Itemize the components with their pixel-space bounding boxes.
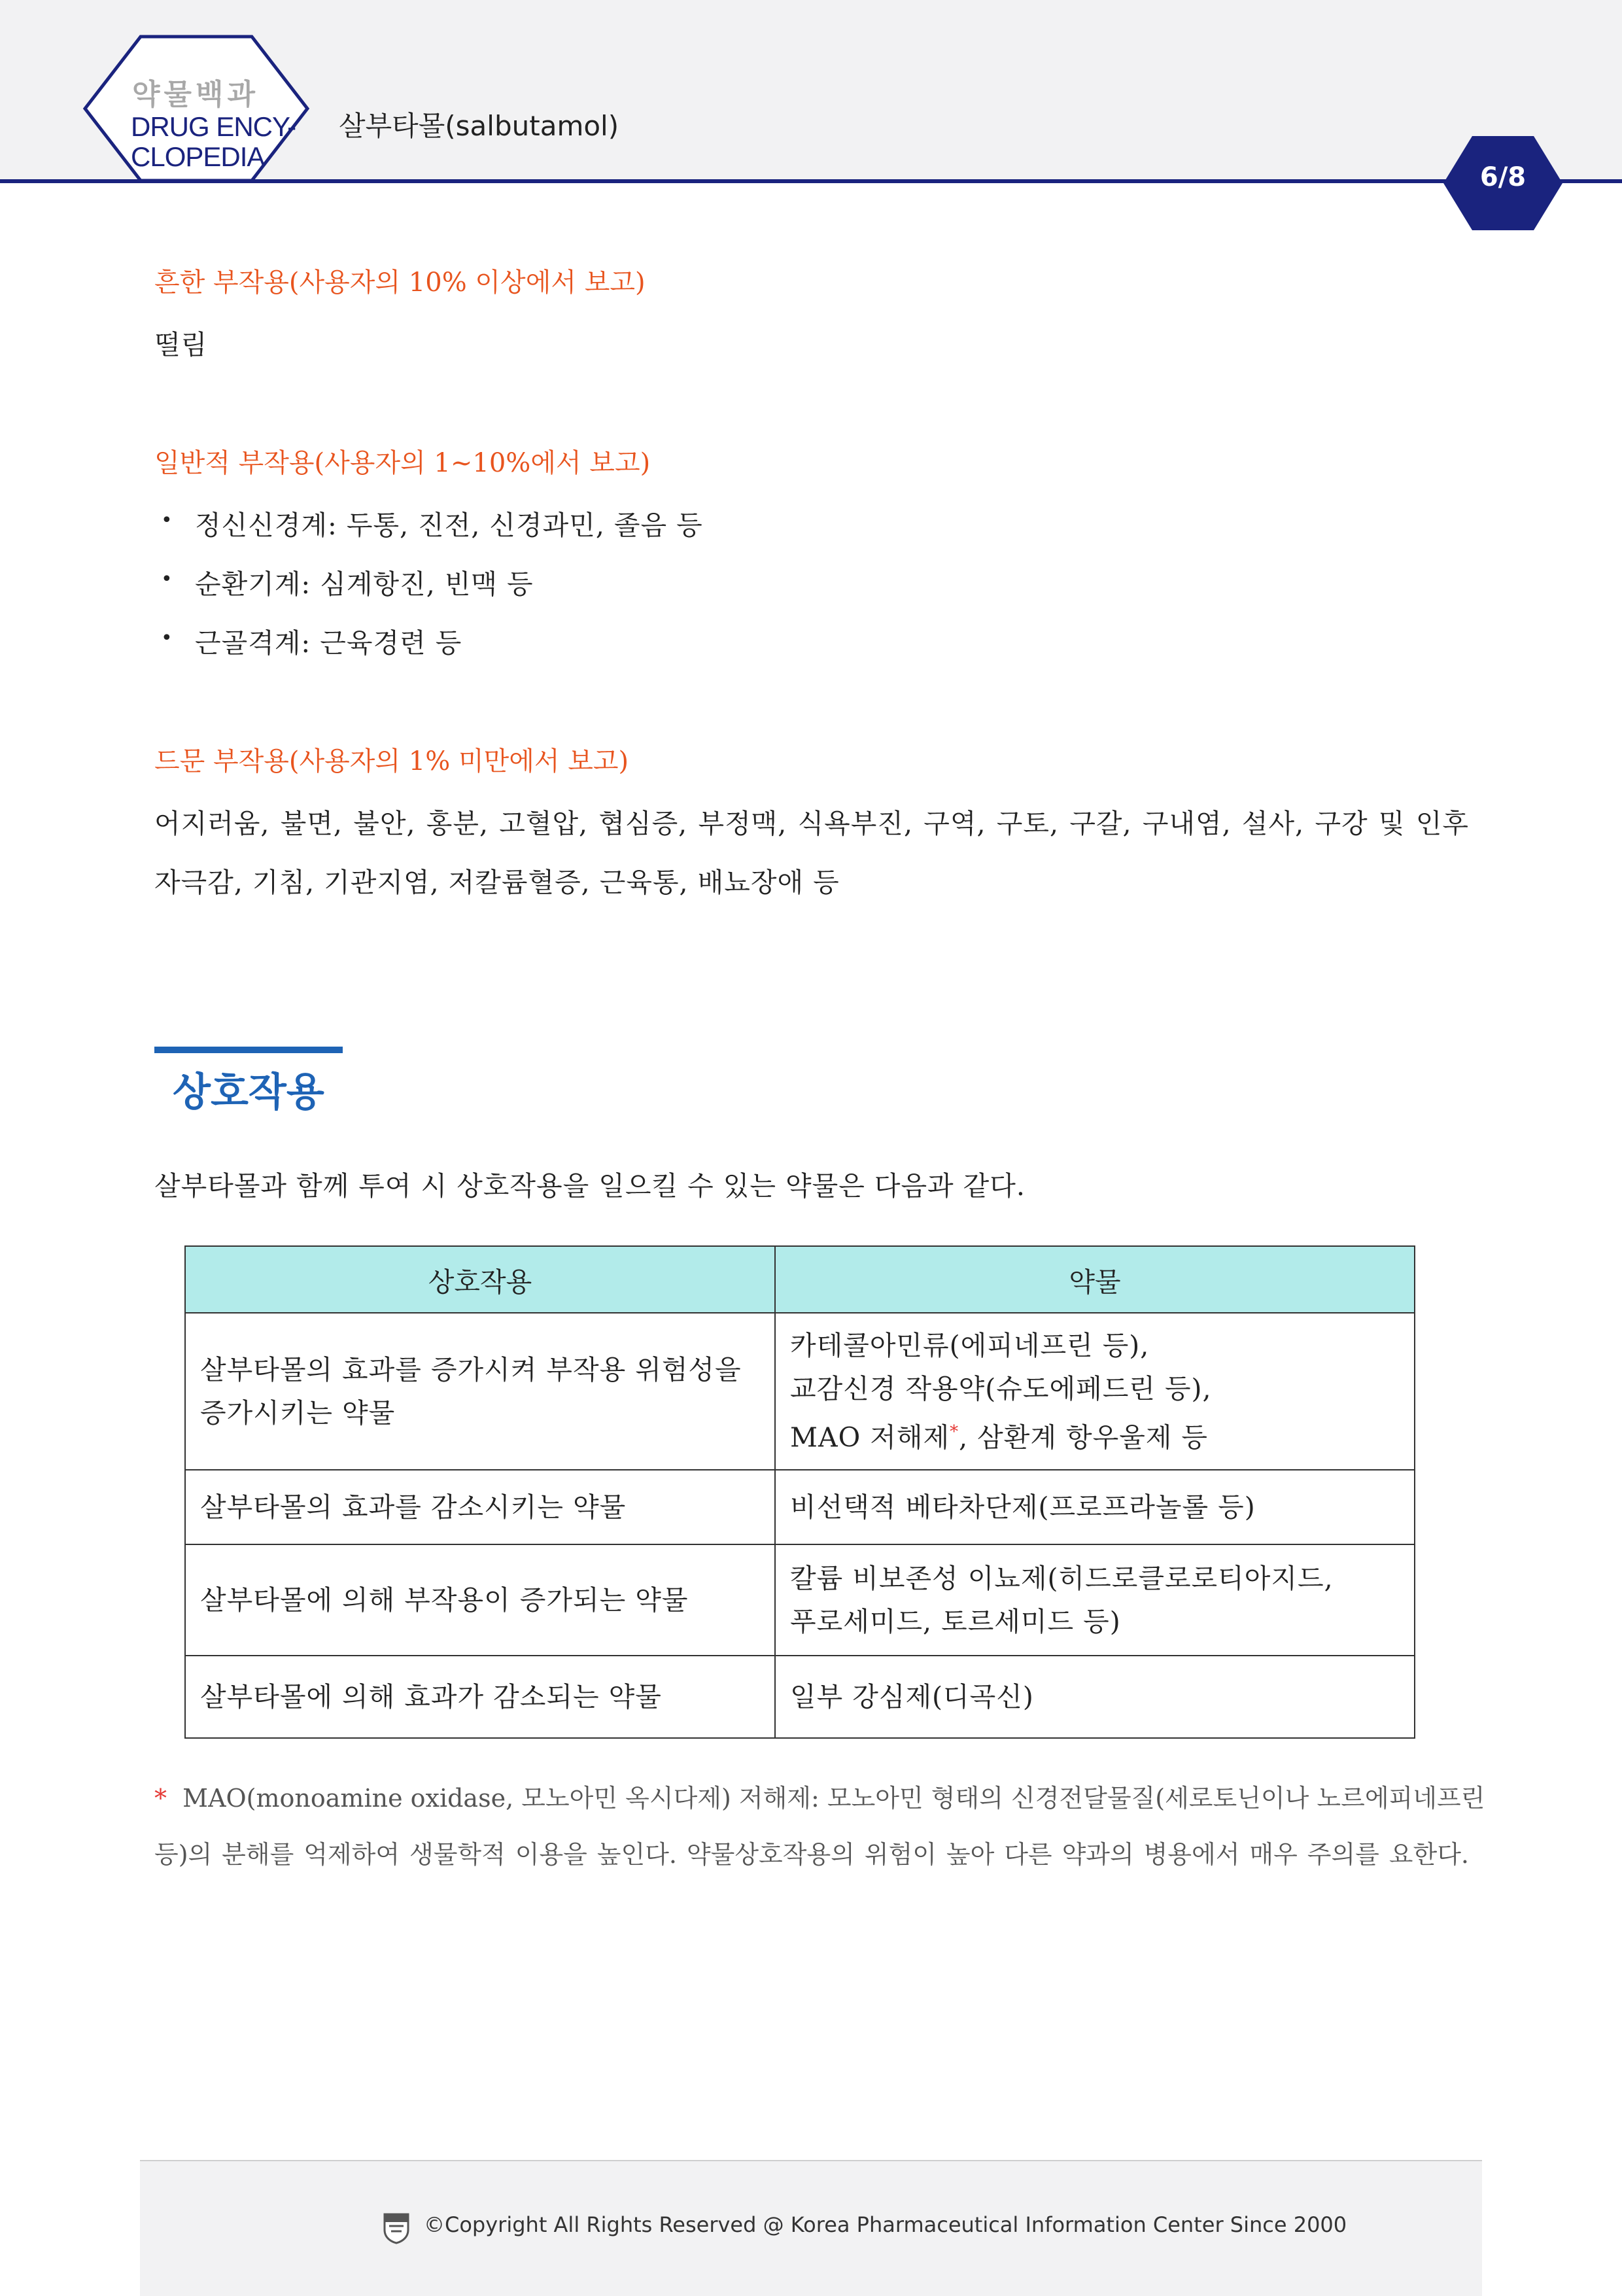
- footnote-line2: 등)의 분해를 억제하여 생물학적 이용을 높인다. 약물상호작용의 위험이 높아 다른 약과의 병용에서 매우 주의를 요한다.: [154, 1840, 1469, 1869]
- table-row: [185, 1470, 1415, 1544]
- rare-effects-heading: 드문 부작용(사용자의 1% 미만에서 보고): [154, 746, 629, 776]
- table-row: [185, 1656, 1415, 1738]
- footnote-asterisk: *: [950, 1421, 959, 1442]
- common-effects-text: 떨림: [154, 329, 208, 360]
- section-title-bar: [154, 1047, 343, 1053]
- interactions-intro: 살부타몰과 함께 투여 시 상호작용을 일으킬 수 있는 약물은 다음과 같다.: [154, 1170, 1026, 1202]
- interaction-cell: 살부타몰에 의해 효과가 감소되는 약물: [185, 1656, 775, 1738]
- common-effects-heading: 흔한 부작용(사용자의 10% 이상에서 보고): [154, 268, 646, 298]
- section-title: 상호작용: [173, 1070, 324, 1115]
- drug-cell: 비선택적 베타차단제(프로프라놀롤 등): [775, 1470, 1415, 1544]
- general-effects-heading: 일반적 부작용(사용자의 1~10%에서 보고): [154, 448, 651, 478]
- table-row: [185, 1544, 1415, 1656]
- rare-effects-line1: 어지러움, 불면, 불안, 홍분, 고혈압, 협심증, 부정맥, 식욕부진, 구역, 구토, 구갈, 구내염, 설사, 구강 및 인후: [154, 808, 1469, 839]
- bullet-icon: •: [161, 627, 173, 650]
- table-header-row: [185, 1246, 1415, 1313]
- column-header-interaction: 상호작용: [185, 1246, 775, 1313]
- interaction-cell: 살부타몰에 의해 부작용이 증가되는 약물: [185, 1544, 775, 1656]
- interaction-cell: 살부타몰의 효과를 증가시켜 부작용 위험성을 증가시키는 약물: [185, 1313, 775, 1470]
- logo-english-line2: CLOPEDIA: [131, 141, 265, 172]
- drug-cell: 칼륨 비보존성 이뇨제(히드로클로로티아지드, 푸로세미드, 토르세미드 등): [775, 1544, 1415, 1656]
- bullet-icon: •: [161, 568, 173, 591]
- footnote-mark: *: [154, 1784, 167, 1813]
- organization-emblem-icon: [382, 2212, 411, 2244]
- interactions-table: [184, 1245, 1415, 1739]
- logo-english-line1: DRUG ENCY-: [131, 111, 296, 142]
- document-title: 살부타몰(salbutamol): [339, 110, 619, 142]
- logo-korean-text: 약물백과: [132, 78, 260, 111]
- rare-effects-line2: 자극감, 기침, 기관지염, 저칼륨혈증, 근육통, 배뇨장애 등: [154, 867, 840, 898]
- drug-cell: 일부 강심제(디곡신): [775, 1656, 1415, 1738]
- table-row: [185, 1313, 1415, 1470]
- footnote-line1: * MAO(monoamine oxidase, 모노아민 옥시다제) 저해제: 모노아민 형태의 신경전달물질(세로토닌이나 노르에피네프린: [154, 1784, 1485, 1813]
- bullet-icon: •: [161, 509, 173, 532]
- interaction-cell: 살부타몰의 효과를 감소시키는 약물: [185, 1470, 775, 1544]
- copyright-text: ©Copyright All Rights Reserved @ Korea Pharmaceutical Information Center Since 2000: [424, 2212, 1347, 2237]
- page-number: 6/8: [1479, 162, 1527, 192]
- drug-cell: 카테콜아민류(에피네프린 등), 교감신경 작용약(슈도에페드린 등), MAO 저해제*, 삼환계 항우울제 등: [775, 1313, 1415, 1470]
- column-header-drug: 약물: [775, 1246, 1415, 1313]
